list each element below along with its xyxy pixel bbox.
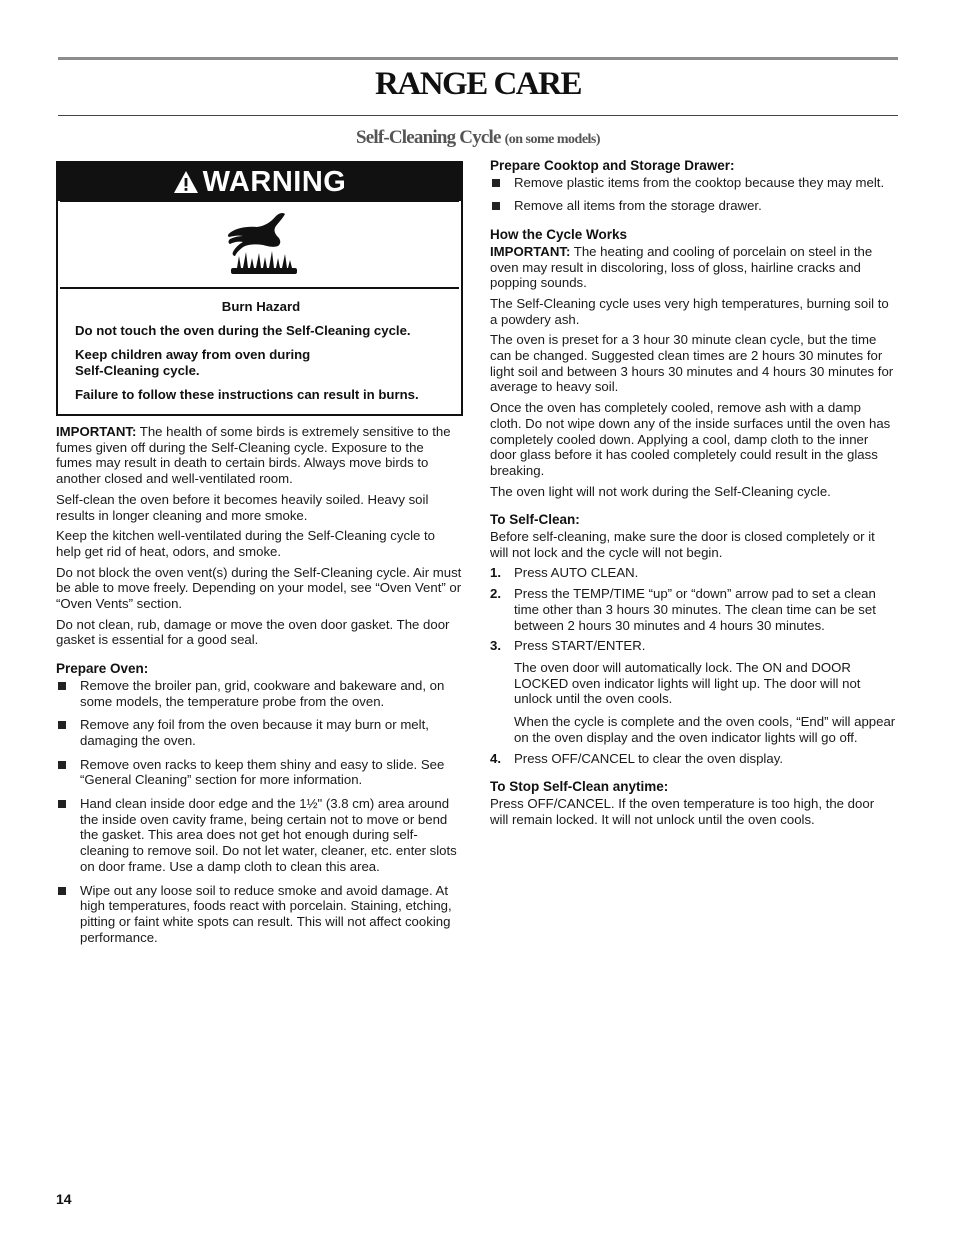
important-label: IMPORTANT:	[56, 424, 137, 439]
self-clean-steps	[490, 565, 896, 766]
step-text: Press OFF/CANCEL to clear the oven display.	[514, 750, 783, 766]
prepare-oven-list	[56, 678, 462, 946]
bullet-square-icon	[58, 887, 66, 895]
section-title-main: Self-Cleaning Cycle	[355, 127, 501, 148]
how-cycle-works-heading: How the Cycle Works	[490, 227, 628, 243]
step-item	[490, 586, 896, 633]
list-item	[56, 796, 462, 875]
step-item	[490, 565, 896, 581]
bullet-square-icon	[492, 179, 500, 187]
list-item-text: Hand clean inside door edge and the 1½" (3.8 cm) area around the inside oven cavity frame, being certain not to move or bend the gasket. This area does not get hot enough during self-cleaning to remove soil. Do not let water, cleaner, etc. enter slots on door frame. Use a damp cloth to clean this area.	[80, 796, 457, 874]
page-title: RANGE CARE	[375, 66, 581, 102]
list-item	[490, 198, 896, 214]
step-item	[490, 638, 896, 745]
bullet-square-icon	[58, 682, 66, 690]
paragraph: Do not clean, rub, damage or move the oven door gasket. The door gasket is essential for a good seal.	[56, 616, 450, 648]
warning-line: Failure to follow these instructions can result in burns.	[75, 387, 419, 402]
paragraph: Keep the kitchen well-ventilated during the Self-Cleaning cycle to help get rid of heat, odors, and smoke.	[56, 528, 435, 559]
step-number: 3.	[490, 638, 501, 654]
cooktop-list	[490, 175, 896, 214]
step-item	[490, 751, 896, 767]
self-clean-heading: To Self-Clean:	[490, 512, 580, 528]
step-text: Press the TEMP/TIME “up” or “down” arrow pad to set a clean time other than 3 hours 30 minutes. The clean time can be set between 2 hours 30 minutes and 4 hours 30 minutes.	[514, 586, 876, 633]
warning-triangle-icon	[173, 170, 199, 194]
cooktop-heading: Prepare Cooktop and Storage Drawer:	[490, 158, 735, 173]
paragraph: The Self-Cleaning cycle uses very high temperatures, burning soil to a powdery ash.	[490, 295, 889, 327]
list-item	[56, 883, 462, 946]
prepare-oven-heading: Prepare Oven:	[56, 661, 149, 677]
burn-hazard-icon	[223, 210, 301, 280]
list-item	[56, 717, 462, 748]
warning-line	[75, 347, 447, 379]
stop-self-clean-heading: To Stop Self-Clean anytime:	[490, 779, 669, 795]
step-number: 2.	[490, 586, 501, 602]
paragraph: The oven light will not work during the Self-Cleaning cycle.	[490, 483, 831, 499]
list-item-text: Remove all items from the storage drawer.	[514, 198, 762, 214]
important-label: IMPORTANT:	[490, 243, 571, 259]
paragraph: Once the oven has completely cooled, remove ash with a damp cloth. Do not wipe down any of the inside surfaces until the oven has completely cooled down. Applying a cool, damp cloth to the inner door glass before it has cooled completely could result in the glass breaking.	[490, 400, 891, 478]
warning-box	[56, 161, 463, 416]
step-number: 4.	[490, 750, 501, 766]
list-item	[56, 678, 462, 709]
title-rule	[58, 115, 898, 116]
step-extra: When the cycle is complete and the oven cools, “End” will appear on the oven display and the oven indicator lights will go off.	[514, 714, 896, 745]
list-item-text: Remove oven racks to keep them shiny and easy to slide. See “General Cleaning” section for more information.	[80, 756, 445, 788]
bullet-square-icon	[58, 800, 66, 808]
step-text: Press AUTO CLEAN.	[514, 565, 639, 581]
left-column	[56, 424, 462, 953]
important-text: The health of some birds is extremely sensitive to the fumes given off during the Self-Cleaning cycle. Exposure to the fumes may result in death to certain birds. Always move birds to another closed and well-ventilated room.	[56, 424, 451, 487]
list-item-text: Wipe out any loose soil to reduce smoke and avoid damage. At high temperatures, foods react with porcelain. Staining, etching, pitting or faint white spots can result. This will not affect cooking performance.	[80, 882, 452, 945]
important-paragraph	[56, 424, 462, 487]
list-item-text: Remove the broiler pan, grid, cookware and bakeware and, on some models, the temperature probe from the oven.	[80, 677, 445, 709]
warning-image-area	[60, 200, 459, 289]
bullet-square-icon	[58, 761, 66, 769]
section-subtitle: (on some models)	[504, 132, 601, 147]
step-extra: The oven door will automatically lock. The ON and DOOR LOCKED oven indicator lights will light up. The door will not unlock until the oven cools.	[514, 659, 861, 707]
warning-line: Do not touch the oven during the Self-Cleaning cycle.	[75, 323, 411, 338]
step-number: 1.	[490, 565, 501, 581]
paragraph: The oven is preset for a 3 hour 30 minute clean cycle, but the time can be changed. Suggested clean times are 2 hours 30 minutes for light soil and between 3 hours 30 minutes and 4 hours 30 minutes for average to heavy soil.	[490, 332, 894, 395]
important-paragraph	[490, 244, 896, 291]
list-item	[490, 175, 896, 191]
warning-header-label: WARNING	[202, 165, 347, 198]
warning-hazard-title: Burn Hazard	[221, 299, 301, 314]
page-number: 14	[56, 1191, 72, 1207]
step-text: Press START/ENTER.	[514, 638, 646, 654]
paragraph: Self-clean the oven before it becomes heavily soiled. Heavy soil results in longer cleaning and more smoke.	[56, 491, 429, 523]
paragraph: Press OFF/CANCEL. If the oven temperature is too high, the door will remain locked. It will not unlock until the oven cools.	[490, 795, 875, 827]
right-column	[490, 158, 896, 832]
list-item	[56, 757, 462, 788]
bullet-square-icon	[492, 202, 500, 210]
section-title	[58, 127, 898, 149]
warning-header	[58, 163, 461, 201]
warning-line-part: Keep children away from oven during	[75, 347, 311, 362]
top-rule	[58, 57, 898, 60]
bullet-square-icon	[58, 721, 66, 729]
list-item-text: Remove any foil from the oven because it may burn or melt, damaging the oven.	[80, 717, 429, 748]
important-text: The heating and cooling of porcelain on steel in the oven may result in discoloring, loss of gloss, hairline cracks and popping sounds.	[490, 243, 873, 291]
paragraph: Before self-cleaning, make sure the door is closed completely or it will not lock and the cycle will not begin.	[490, 529, 875, 560]
list-item-text: Remove plastic items from the cooktop because they may melt.	[514, 174, 885, 190]
paragraph: Do not block the oven vent(s) during the Self-Cleaning cycle. Air must be able to move freely. Depending on your model, see “Oven Vent” or “Oven Vents” section.	[56, 564, 462, 612]
warning-text	[75, 299, 447, 411]
warning-line-part: Self-Cleaning cycle.	[75, 363, 200, 378]
